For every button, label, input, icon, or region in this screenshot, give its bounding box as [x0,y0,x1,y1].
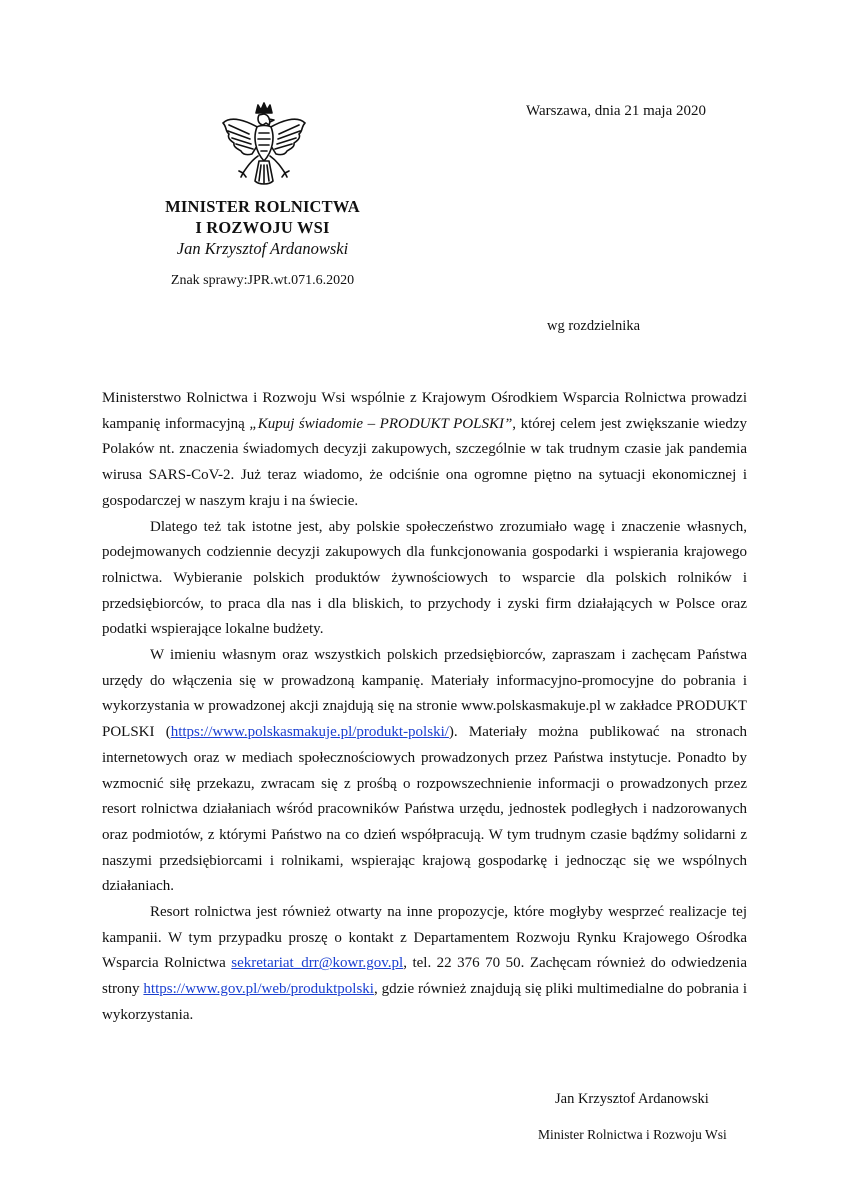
letter-body [102,386,747,1029]
signature-title: Minister Rolnictwa i Rozwoju Wsi [538,1127,727,1142]
letter-date: Warszawa, dnia 21 maja 2020 [526,103,706,119]
minister-title-line2: I ROZWOJU WSI [195,218,330,237]
paragraph-4: Resort rolnictwa jest również otwarty na inne propozycje, które mogłyby wesprzeć realizacje tej kampanii. W tym przypadku proszę o kontakt z Departamentem Rozwoju Rynku Krajowego Ośrodka Wsparcia Rolnictwa sekretariat_drr@kowr.gov.pl, tel. 22 376 70 50. Zachęcam również do odwiedzenia strony https://www.gov.pl/web/produktpolski, gdzie również znajdują się pliki multimedialne do pobrania i wykorzystania. [102,904,748,1023]
recipient-line: wg rozdzielnika [547,318,641,334]
minister-title-line1: MINISTER ROLNICTWA [165,197,360,216]
produkt-polski-link[interactable]: https://www.polskasmakuje.pl/produkt-polski/ [170,724,449,741]
paragraph-1: Ministerstwo Rolnictwa i Rozwoju Wsi wspólnie z Krajowym Ośrodkiem Wsparcia Rolnictwa prowadzi kampanię informacyjną „Kupuj świadomie – PRODUKT POLSKI”, której celem jest zwiększanie wiedzy Polaków nt. znaczenia świadomych decyzji zakupowych, szczególnie w tak trudnym czasie jak pandemia wirusa SARS-CoV-2. Już teraz wiadomo, że odciśnie ona ogromne piętno na sytuacji ekonomicznej i gospodarczej w naszym kraju i na świecie. [102,390,747,509]
paragraph-3: W imieniu własnym oraz wszystkich polskich przedsiębiorców, zapraszam i zachęcam Państwa urzędy do włączenia się w prowadzoną kampanię. Materiały informacyjno-promocyjne do pobrania i wykorzystania w prowadzonej akcji znajdują się na stronie www.polskasmakuje.pl w zakładce PRODUKT POLSKI (https://www.polskasmakuje.pl/produkt-polski/). Materiały można publikować na stronach internetowych oraz w mediach społecznościowych prowadzonych przez Państwa instytucje. Ponadto by wzmocnić siłę przekazu, zwracam się z prośbą o rozpowszechnienie informacji o prowadzonych przez resort rolnictwa działaniach wśród pracowników Państwa urzędu, jednostek podległych i nadzorowanych oraz podmiotów, z którymi Państwo na co dzień współpracują. W tym trudnym czasie bądźmy solidarni z naszymi przedsiębiorcami i rolnikami, wspierając krajową gospodarkę i jednocząc się we wspólnych działaniach. [102,647,747,895]
paragraph-2: Dlatego też tak istotne jest, aby polskie społeczeństwo zrozumiało wagę i znaczenie własnych, podejmowanych codziennie decyzji zakupowych dla funkcjonowania gospodarki i wspierania krajowego rolnictwa. Wybieranie polskich produktów żywnościowych to wsparcie dla polskich rolników i przedsiębiorców, to praca dla nas i dla bliskich, to przychody i zyski firm działających w Polsce oraz podatki wspierające lokalne budżety. [102,518,747,638]
gov-produktpolski-link[interactable]: https://www.gov.pl/web/produktpolski [143,981,374,998]
signature-name: Jan Krzysztof Ardanowski [555,1091,709,1107]
campaign-name: „Kupuj świadomie – PRODUKT POLSKI” [249,415,513,432]
email-link[interactable]: sekretariat_drr@kowr.gov.pl [231,955,404,972]
minister-name: Jan Krzysztof Ardanowski [176,239,349,258]
case-reference: Znak sprawy:JPR.wt.071.6.2020 [170,273,355,288]
